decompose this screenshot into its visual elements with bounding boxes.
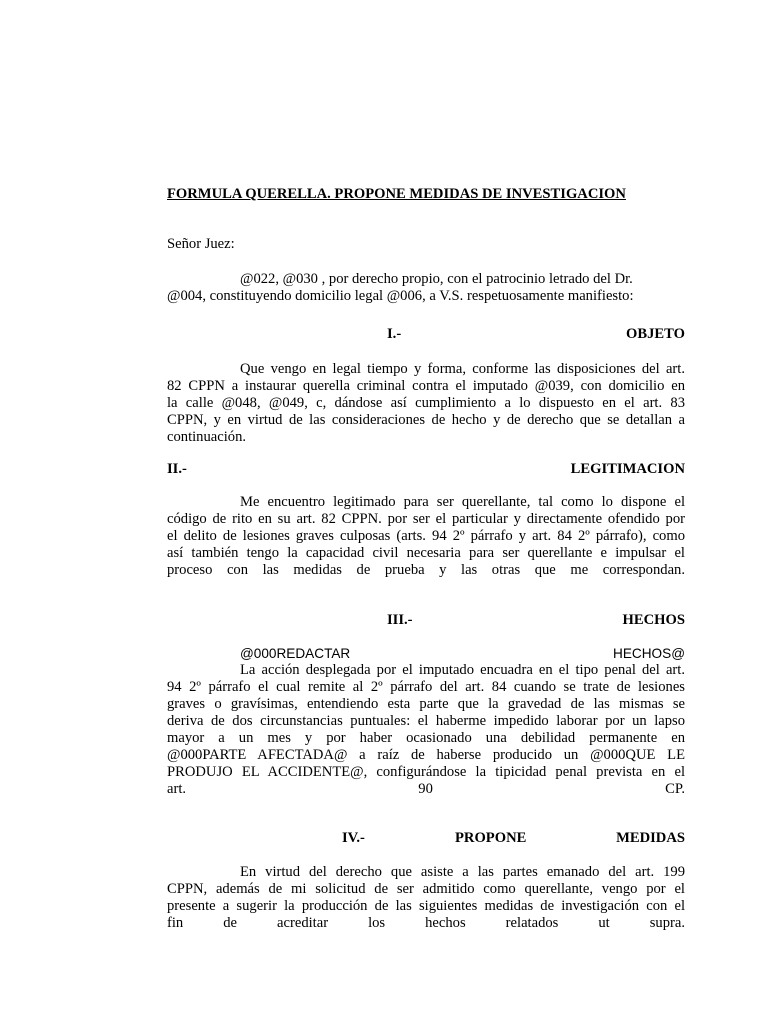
- legitimacion-paragraph: [167, 494, 685, 579]
- paragraph-line: la calle @048, @049, c, dándose así cumplimiento a lo dispuesto en el art. 83: [167, 395, 685, 411]
- paragraph-line: graves o gravísimas, entendiendo esta parte que la gravedad de las mismas se: [167, 696, 685, 712]
- paragraph-line: el delito de lesiones graves culposas (arts. 94 2º párrafo y art. 84 2º párrafo), como: [167, 528, 685, 544]
- section-number: II.-: [167, 461, 187, 477]
- placeholder-tag: @000REDACTAR: [240, 646, 351, 661]
- section-title: PROPONE: [455, 830, 527, 846]
- paragraph-line: PRODUJO EL ACCIDENTE@, configurándose la tipicidad penal prevista en el: [167, 764, 685, 780]
- section-number: IV.-: [342, 830, 365, 846]
- section-title: HECHOS: [622, 612, 685, 628]
- paragraph-line: fin de acreditar los hechos relatados ut supra.: [167, 915, 685, 931]
- section-heading-hechos: [167, 612, 685, 629]
- hechos-paragraph: [167, 662, 685, 798]
- paragraph-line: CPPN, además de mi solicitud de ser admitido como querellante, vengo por el: [167, 881, 685, 897]
- paragraph-line: 94 2º párrafo el cual remite al 2º párrafo del art. 84 cuando se trate de lesiones: [167, 679, 685, 695]
- medidas-paragraph: [167, 864, 685, 932]
- paragraph-line: CPPN, y en virtud de las consideraciones de hecho y de derecho que se detallan a: [167, 412, 685, 428]
- section-heading-objeto: [167, 326, 685, 343]
- section-title: LEGITIMACION: [570, 461, 685, 477]
- hechos-placeholder-row: [167, 645, 685, 662]
- paragraph-line: así también tengo la capacidad civil necesaria para ser querellante e impulsar el: [167, 545, 685, 561]
- objeto-paragraph: [167, 361, 685, 446]
- salutation-text: Señor Juez:: [167, 236, 235, 252]
- paragraph-line: En virtud del derecho que asiste a las partes emanado del art. 199: [240, 864, 685, 880]
- paragraph-line: continuación.: [167, 429, 247, 445]
- paragraph-line: Me encuentro legitimado para ser querellante, tal como lo dispone el: [240, 494, 685, 510]
- section-number: III.-: [387, 612, 413, 628]
- document-page: [167, 0, 685, 1024]
- paragraph-line: proceso con las medidas de prueba y las otras que me correspondan.: [167, 562, 685, 578]
- paragraph-line: presente a sugerir la producción de las siguientes medidas de investigación con el: [167, 898, 685, 914]
- section-title: MEDIDAS: [616, 830, 685, 846]
- document-title: FORMULA QUERELLA. PROPONE MEDIDAS DE INVESTIGACION: [167, 186, 626, 202]
- section-title: OBJETO: [626, 326, 685, 342]
- salutation: [167, 236, 685, 253]
- section-number: I.-: [387, 326, 402, 342]
- section-heading-legitimacion: [167, 461, 685, 478]
- paragraph-line: La acción desplegada por el imputado encuadra en el tipo penal del art.: [240, 662, 685, 678]
- intro-line: @004, constituyendo domicilio legal @006, a V.S. respetuosamente manifiesto:: [167, 288, 634, 304]
- paragraph-line: Que vengo en legal tiempo y forma, conforme las disposiciones del art.: [240, 361, 685, 377]
- paragraph-line: mayor a un mes y por haber ocasionado una debilidad permanente en: [167, 730, 685, 746]
- paragraph-line: deriva de dos circunstancias puntuales: el haberme impedido laborar por un lapso: [167, 713, 685, 729]
- paragraph-line: código de rito en su art. 82 CPPN. por ser el particular y directamente ofendido por: [167, 511, 685, 527]
- intro-paragraph: [167, 271, 685, 305]
- placeholder-tag: HECHOS@: [613, 646, 685, 661]
- paragraph-line: 82 CPPN a instaurar querella criminal contra el imputado @039, con domicilio en: [167, 378, 685, 394]
- paragraph-line: @000PARTE AFECTADA@ a raíz de haberse producido un @000QUE LE: [167, 747, 685, 763]
- section-heading-medidas: [167, 830, 685, 847]
- paragraph-line: art. 90 CP.: [167, 781, 685, 797]
- intro-line: @022, @030 , por derecho propio, con el patrocinio letrado del Dr.: [240, 271, 633, 287]
